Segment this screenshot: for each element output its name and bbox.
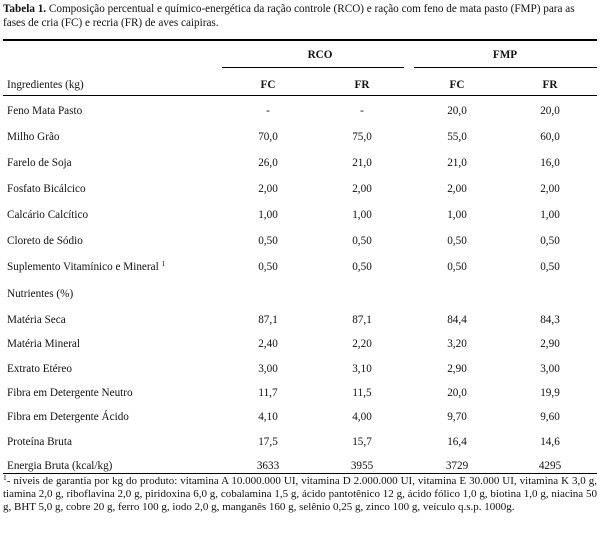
top-rule <box>3 39 597 41</box>
table-cell: 0,50 <box>540 261 560 273</box>
table-cell: 0,50 <box>258 261 278 273</box>
row-label: Extrato Etéreo <box>7 362 72 375</box>
table-footnote <box>3 475 597 514</box>
caption-label: Tabela 1. <box>3 3 47 15</box>
table-cell: 87,1 <box>258 314 278 326</box>
table-cell: 11,5 <box>352 386 372 399</box>
table-cell: 0,50 <box>352 261 372 273</box>
row-label: Energia Bruta (kcal/kg) <box>7 459 113 472</box>
table-cell: 3729 <box>445 459 469 472</box>
table-cell: 0,50 <box>258 235 278 247</box>
table-cell: 70,0 <box>258 131 278 143</box>
table-cell: 2,00 <box>352 183 372 195</box>
table-cell: 2,20 <box>352 338 372 351</box>
header-rule <box>3 95 597 96</box>
table-cell: 21,0 <box>447 157 467 169</box>
row-label: Farelo de Soja <box>7 157 72 169</box>
group-header-rco: RCO <box>307 49 333 61</box>
table-cell: 3,20 <box>447 338 467 351</box>
table-cell: 4,10 <box>258 411 278 424</box>
table-cell: 0,50 <box>352 235 372 247</box>
table-cell: 2,40 <box>258 338 278 351</box>
table-cell: 1,00 <box>258 209 278 221</box>
group-header-fmp: FMP <box>492 49 518 61</box>
table-cell: 60,0 <box>540 131 560 143</box>
rco-group-rule <box>222 67 404 68</box>
footnote-text: - níveis de garantia por kg do produto: vitamina A 10.000.000 UI, vitamina D 2.000.000 UI, vitamina E 30.000 UI, vitamina K 3,0 g, tiamina 2,0 g, riboflavina 2,0 g, piridoxina 6,0 g, cobalamina 1,5 g, ácido pantotênico 12 g, ácido fólico 1,0 g, biotina 1,0 g, niacina 50 g, BHT 5,0 g, cobre 20 g, ferro 100 g, iodo 2,0 g, manganês 160 g, selênio 0,25 g, zinco 100 g, veículo q.s.p. 1000g. <box>3 475 597 513</box>
table-cell: 0,50 <box>447 235 467 247</box>
table-cell: - <box>360 105 364 117</box>
table-cell: 3,00 <box>540 362 560 375</box>
table-cell: 1,00 <box>447 209 467 221</box>
nutrients-header: Nutrientes (%) <box>7 288 74 300</box>
bottom-rule <box>3 473 597 474</box>
table-cell: 1,00 <box>352 209 372 221</box>
table-cell: 21,0 <box>352 157 372 169</box>
table-cell: 0,50 <box>447 261 467 273</box>
table-cell: 3955 <box>350 459 374 472</box>
table-cell: 84,3 <box>540 314 560 326</box>
table-cell: 2,90 <box>540 338 560 351</box>
row-label-text: Suplemento Vitamínico e Mineral <box>7 261 159 273</box>
table-cell: 20,0 <box>540 105 560 117</box>
table-cell: 9,60 <box>540 411 560 424</box>
table-cell: 2,00 <box>258 183 278 195</box>
table-cell: 19,9 <box>540 386 560 399</box>
table-cell: 14,6 <box>540 435 560 448</box>
table-cell: 2,90 <box>447 362 467 375</box>
table-cell: 26,0 <box>258 157 278 169</box>
table-cell: 9,70 <box>447 411 467 424</box>
table-cell: 4295 <box>538 459 562 472</box>
table-cell: - <box>266 105 270 117</box>
table-cell: 3,10 <box>352 362 372 375</box>
row-label: Cloreto de Sódio <box>7 235 83 247</box>
row-footnote-marker: 1 <box>161 259 166 268</box>
table-cell: 2,00 <box>447 183 467 195</box>
table-cell: 75,0 <box>352 131 372 143</box>
row-label: Milho Grão <box>7 131 60 143</box>
row-label: Proteína Bruta <box>7 435 72 448</box>
row-label: Matéria Mineral <box>7 338 80 351</box>
table-cell: 16,0 <box>540 157 560 169</box>
table-cell: 15,7 <box>352 435 372 448</box>
table-cell: 11,7 <box>258 386 278 399</box>
ingredients-header: Ingredientes (kg) <box>7 79 84 91</box>
table-cell: 84,4 <box>447 314 467 326</box>
row-label: Feno Mata Pasto <box>7 105 83 117</box>
table-cell: 17,5 <box>258 435 278 448</box>
table-cell: 3,00 <box>258 362 278 375</box>
row-label: Matéria Seca <box>7 314 66 326</box>
fmp-group-rule <box>414 67 597 68</box>
table-cell: 20,0 <box>447 105 467 117</box>
row-label <box>7 260 165 274</box>
phase-header-fmp-fr: FR <box>542 79 558 91</box>
table-cell: 3633 <box>256 459 280 472</box>
table-cell: 2,00 <box>540 183 560 195</box>
table-cell: 16,4 <box>447 435 467 448</box>
table-cell: 0,50 <box>540 235 560 247</box>
table-caption <box>3 2 597 30</box>
row-label: Calcário Calcítico <box>7 209 89 221</box>
table-cell: 1,00 <box>540 209 560 221</box>
table-cell: 55,0 <box>447 131 467 143</box>
table-cell: 4,00 <box>352 411 372 424</box>
phase-header-rco-fc: FC <box>260 79 276 91</box>
row-label: Fosfato Bicálcico <box>7 183 86 195</box>
table-cell: 20,0 <box>447 386 467 399</box>
table-cell: 87,1 <box>352 314 372 326</box>
row-label: Fibra em Detergente Neutro <box>7 386 133 399</box>
caption-text: Composição percentual e químico-energética da ração controle (RCO) e ração com feno de mata pasto (FMP) para as fases de cria (FC) e recria (FR) de aves caipiras. <box>3 3 575 29</box>
phase-header-fmp-fc: FC <box>449 79 465 91</box>
row-label: Fibra em Detergente Ácido <box>7 411 129 424</box>
phase-header-rco-fr: FR <box>354 79 370 91</box>
footnote-marker: 1 <box>3 473 7 482</box>
